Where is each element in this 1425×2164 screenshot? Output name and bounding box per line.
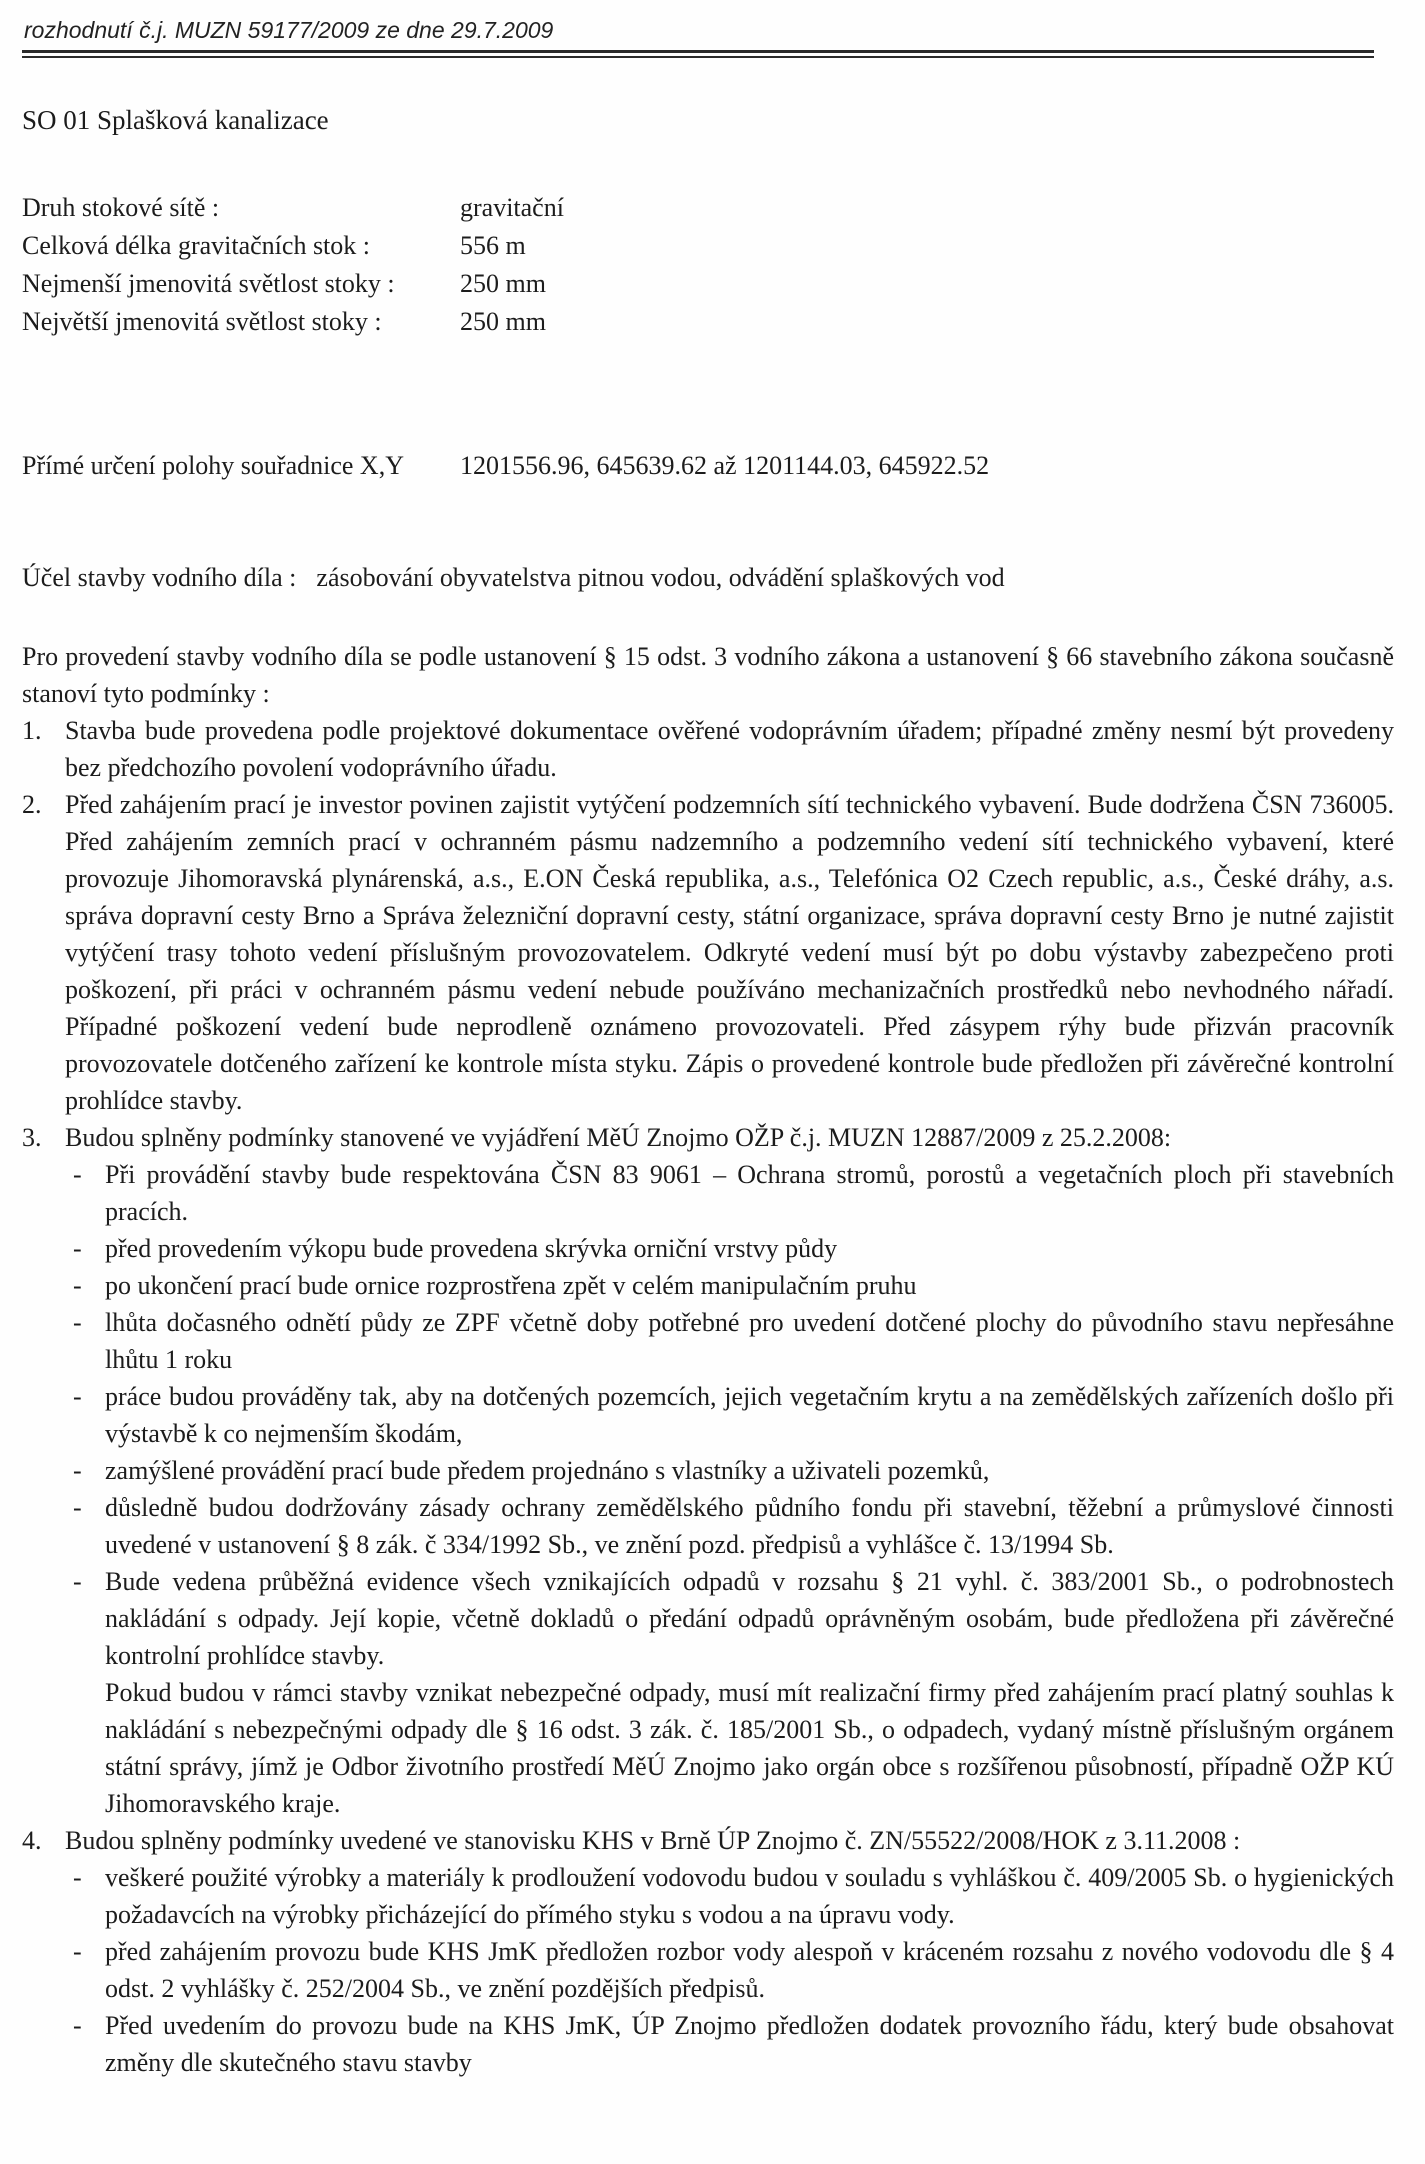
dash-marker: - bbox=[73, 1234, 82, 1263]
dash-marker: - bbox=[73, 1863, 82, 1892]
spec-label: Největší jmenovitá světlost stoky : bbox=[22, 307, 382, 336]
spec-row bbox=[22, 303, 1397, 341]
sub-item bbox=[65, 1452, 1394, 1489]
condition-text: Před zahájením prací je investor povinen zajistit vytýčení podzemních sítí technického vybavení. Bude dodržena ČSN 736005. Před zahájením zemních prací v ochranném pásmu nadzemního a podzemního vedení sítí technického vybavení, které provozuje Jihomoravská plynárenská, a.s., E.ON Česká republika, a.s., Telefónica O2 Czech republic, a.s., České dráhy, a.s. správa dopravní cesty Brno a Správa železniční dopravní cesty, státní organizace, správa dopravní cesty Brno je nutné zajistit vytýčení trasy tohoto vedení příslušným provozovatelem. Odkryté vedení musí být po dobu výstavby zabezpečeno proti poškození, při práci v ochranném pásmu vedení nebude používáno mechanizačních prostředků nebo nevhodného nářadí. Případné poškození vedení bude neprodleně oznámeno provozovateli. Před zásypem rýhy bude přizván pracovník provozovatele dotčeného zařízení ke kontrole místa styku. Zápis o provedené kontrole bude předložen při závěrečné kontrolní prohlídce stavby. bbox=[65, 790, 1394, 1115]
spec-value: gravitační bbox=[460, 193, 564, 222]
sub-item bbox=[65, 1267, 1394, 1304]
sub-item-text: před zahájením provozu bude KHS JmK předložen rozbor vody alespoň v kráceném rozsahu z nového vodovodu dle § 4 odst. 2 vyhlášky č. 252/2004 Sb., ve znění pozdějších předpisů. bbox=[105, 1937, 1394, 2003]
condition-item-4 bbox=[22, 1822, 1394, 1859]
dash-marker: - bbox=[73, 1456, 82, 1485]
dash-marker: - bbox=[73, 1382, 82, 1411]
condition-item-2 bbox=[22, 786, 1394, 1119]
section-title: SO 01 Splašková kanalizace bbox=[22, 105, 329, 135]
sub-item-text: lhůta dočasného odnětí půdy ze ZPF včetně doby potřebné pro uvedení dotčené plochy do původního stavu nepřesáhne lhůtu 1 roku bbox=[105, 1308, 1394, 1374]
continuation-paragraph: Pokud budou v rámci stavby vznikat nebezpečné odpady, musí mít realizační firmy před zahájením prací platný souhlas k nakládání s nebezpečnými odpady dle § 16 odst. 3 zák. č. 185/2001 Sb., o odpadech, vydaný místně příslušným orgánem státní správy, jímž je Odbor životního prostředí MěÚ Znojmo jako orgán obce s rozšířenou působností, případně OŽP KÚ Jihomoravského kraje. bbox=[105, 1678, 1394, 1818]
dash-marker: - bbox=[73, 1271, 82, 1300]
spec-value: 250 mm bbox=[460, 269, 546, 298]
purpose-value: zásobování obyvatelstva pitnou vodou, odvádění splaškových vod bbox=[316, 563, 1005, 592]
spec-label: Celková délka gravitačních stok : bbox=[22, 231, 371, 260]
dash-marker: - bbox=[73, 1308, 82, 1337]
sub-item bbox=[65, 1378, 1394, 1452]
coordinates-row bbox=[22, 447, 1397, 485]
sub-item bbox=[65, 1933, 1394, 2007]
conditions-intro: Pro provedení stavby vodního díla se podle ustanovení § 15 odst. 3 vodního zákona a ustanovení § 66 stavebního zákona současně stanoví tyto podmínky : bbox=[22, 642, 1394, 708]
condition-item-1 bbox=[22, 712, 1394, 786]
sub-item-text: po ukončení prací bude ornice rozprostřena zpět v celém manipulačním pruhu bbox=[105, 1271, 917, 1300]
dash-marker: - bbox=[73, 1493, 82, 1522]
sub-item bbox=[65, 1230, 1394, 1267]
header-decision-reference: rozhodnutí č.j. MUZN 59177/2009 ze dne 29.7.2009 bbox=[24, 17, 554, 43]
sub-item bbox=[65, 1156, 1394, 1230]
sub-item-text: Při provádění stavby bude respektována ČSN 83 9061 – Ochrana stromů, porostů a vegetačních ploch při stavebních pracích. bbox=[105, 1160, 1394, 1226]
purpose-row bbox=[22, 559, 1397, 596]
coordinates-label: Přímé určení polohy souřadnice X,Y bbox=[22, 451, 404, 480]
condition-item-3 bbox=[22, 1119, 1394, 1156]
sub-item-text: zamýšlené provádění prací bude předem projednáno s vlastníky a uživateli pozemků, bbox=[105, 1456, 990, 1485]
spec-row bbox=[22, 189, 1397, 227]
sub-item-text: Bude vedena průběžná evidence všech vznikajících odpadů v rozsahu § 21 vyhl. č. 383/2001 Sb., o podrobnostech nakládání s odpady. Její kopie, včetně dokladů o předání odpadů oprávněným osobám, bude předložena při závěrečné kontrolní prohlídce stavby. bbox=[105, 1567, 1394, 1670]
sub-item-text: veškeré použité výrobky a materiály k prodloužení vodovodu budou v souladu s vyhláškou č. 409/2005 Sb. o hygienických požadavcích na výrobky přicházející do přímého styku s vodou a na úpravu vody. bbox=[105, 1863, 1394, 1929]
sub-item bbox=[65, 1304, 1394, 1378]
spec-label: Nejmenší jmenovitá světlost stoky : bbox=[22, 269, 395, 298]
sub-item bbox=[65, 2007, 1394, 2081]
condition-number: 1. bbox=[22, 716, 42, 745]
sub-item bbox=[65, 1489, 1394, 1563]
sub-item-text: práce budou prováděny tak, aby na dotčených pozemcích, jejich vegetačním krytu a na zemědělských zařízeních došlo při výstavbě k co nejmenším škodám, bbox=[105, 1382, 1394, 1448]
spec-row bbox=[22, 227, 1397, 265]
spec-table bbox=[22, 189, 1397, 341]
dash-marker: - bbox=[73, 1937, 82, 1966]
spec-value: 250 mm bbox=[460, 307, 546, 336]
sub-item bbox=[65, 1563, 1394, 1674]
condition-number: 2. bbox=[22, 790, 42, 819]
spec-value: 556 m bbox=[460, 231, 526, 260]
dash-marker: - bbox=[73, 2011, 82, 2040]
sub-item-text: důsledně budou dodržovány zásady ochrany zemědělského půdního fondu při stavební, těžební a průmyslové činnosti uvedené v ustanovení § 8 zák. č 334/1992 Sb., ve znění pozd. předpisů a vyhlášce č. 13/1994 Sb. bbox=[105, 1493, 1394, 1559]
spec-row bbox=[22, 265, 1397, 303]
sub-item-text: před provedením výkopu bude provedena skrývka orniční vrstvy půdy bbox=[105, 1234, 838, 1263]
condition-text: Budou splněny podmínky stanovené ve vyjádření MěÚ Znojmo OŽP č.j. MUZN 12887/2009 z 25.2.2008: bbox=[65, 1123, 1172, 1152]
condition-number: 4. bbox=[22, 1826, 42, 1855]
coordinates-value: 1201556.96, 645639.62 až 1201144.03, 645922.52 bbox=[460, 451, 990, 480]
sub-item bbox=[65, 1859, 1394, 1933]
purpose-label: Účel stavby vodního díla : bbox=[22, 563, 297, 592]
condition-text: Budou splněny podmínky uvedené ve stanovisku KHS v Brně ÚP Znojmo č. ZN/55522/2008/HOK z 3.11.2008 : bbox=[65, 1826, 1241, 1855]
condition-number: 3. bbox=[22, 1123, 42, 1152]
sub-item-text: Před uvedením do provozu bude na KHS JmK, ÚP Znojmo předložen dodatek provozního řádu, který bude obsahovat změny dle skutečného stavu stavby bbox=[105, 2011, 1394, 2077]
spec-label: Druh stokové sítě : bbox=[22, 193, 220, 222]
dash-marker: - bbox=[73, 1567, 82, 1596]
dash-marker: - bbox=[73, 1160, 82, 1189]
condition-text: Stavba bude provedena podle projektové dokumentace ověřené vodoprávním úřadem; případné změny nesmí být provedeny bez předchozího povolení vodoprávního úřadu. bbox=[65, 716, 1394, 782]
header-double-rule bbox=[22, 50, 1374, 58]
